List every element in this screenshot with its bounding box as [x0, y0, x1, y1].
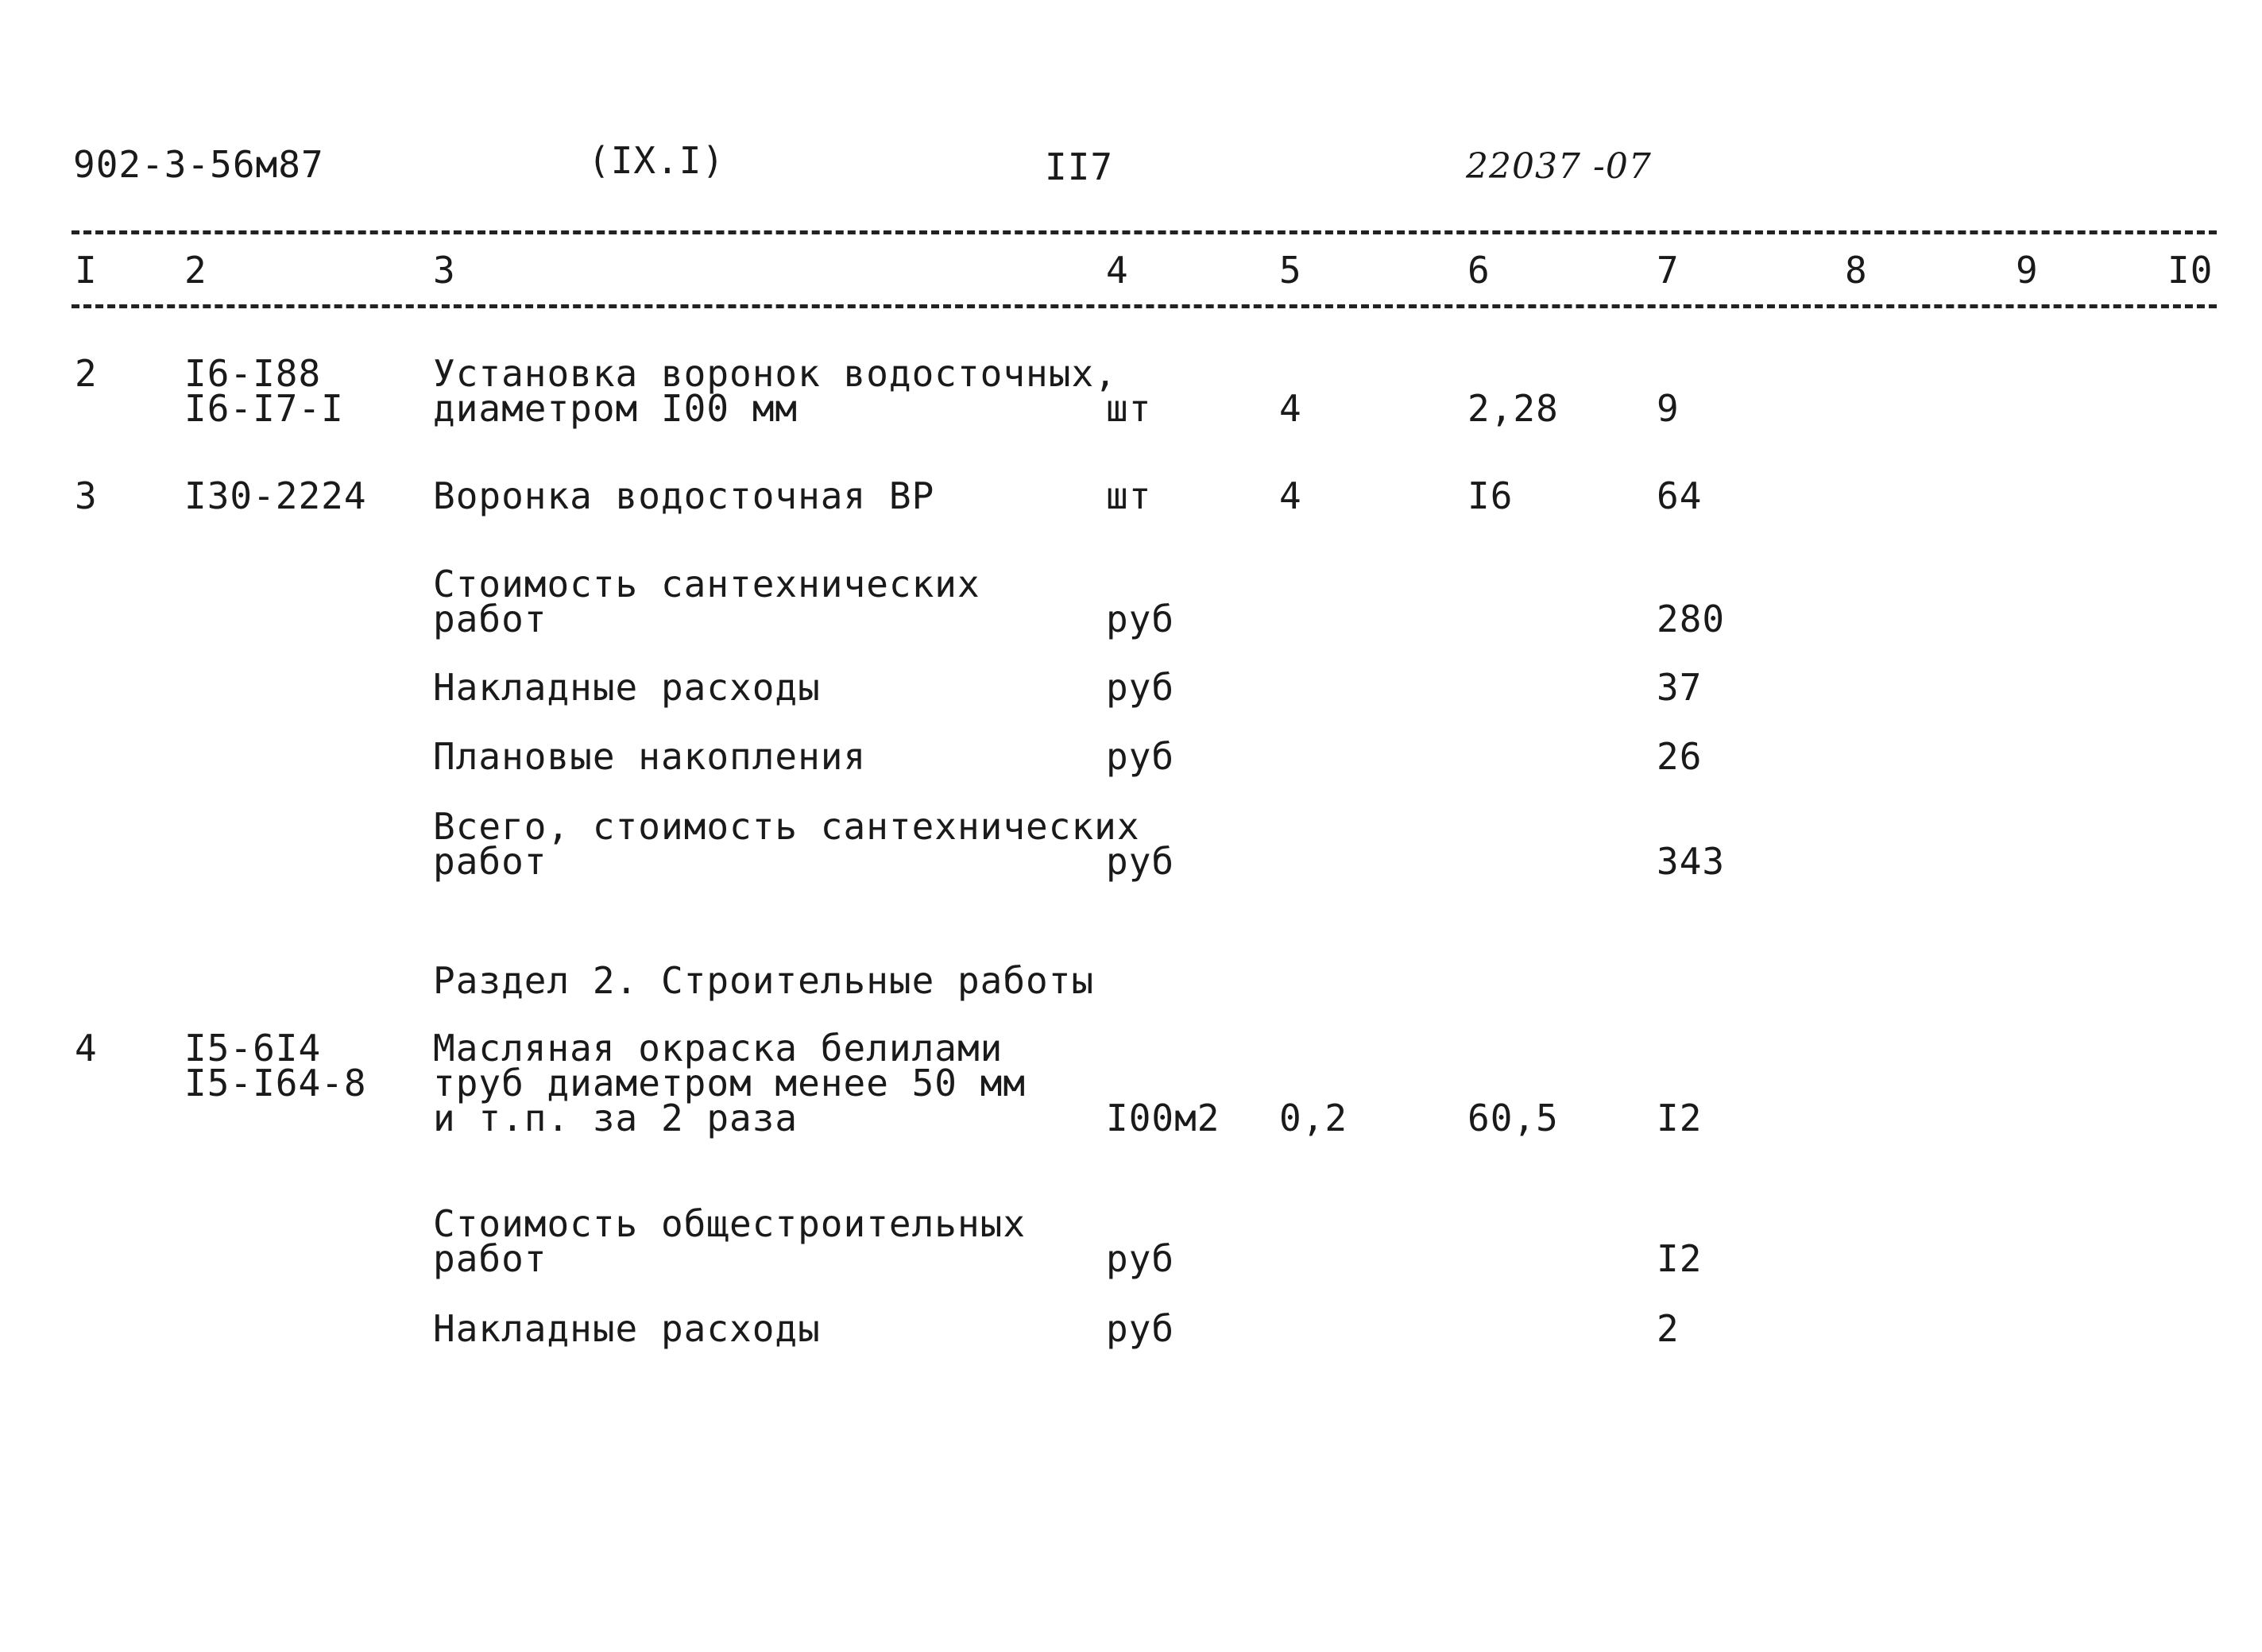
subtotal-value: 37: [1657, 666, 1703, 709]
column-header: 6: [1467, 249, 1491, 292]
unit: руб: [1106, 735, 1175, 778]
unit: шт: [1106, 474, 1152, 517]
subtotal-label: Стоимость сантехнических работ: [433, 563, 980, 640]
section-heading: Раздел 2. Строительные работы: [433, 959, 1095, 1002]
column-header: 7: [1657, 249, 1680, 292]
column-header: I0: [2167, 249, 2214, 292]
column-header: 8: [1845, 249, 1868, 292]
unit-price: 60,5: [1467, 1097, 1559, 1139]
norm-code: I30-2224: [184, 474, 367, 517]
unit: I00м2: [1106, 1097, 1220, 1139]
column-header: 5: [1279, 249, 1302, 292]
work-name: Установка воронок водосточных, диаметром I00 мм: [433, 352, 1117, 430]
quantity: 4: [1279, 474, 1302, 517]
dashed-divider-top: [72, 230, 2217, 234]
norm-code: I5-6I4 I5-I64-8: [184, 1027, 367, 1105]
column-header: 4: [1106, 249, 1129, 292]
unit-price: 2,28: [1467, 387, 1559, 430]
unit-price: I6: [1467, 474, 1514, 517]
total-cost: I2: [1657, 1097, 1703, 1139]
subtotal-label: Накладные расходы: [433, 1307, 821, 1350]
subtotal-value: 26: [1657, 735, 1703, 778]
unit: руб: [1106, 1237, 1175, 1280]
unit: руб: [1106, 1307, 1175, 1350]
page-number: II7: [1045, 145, 1114, 188]
document-code: 902-3-56м87: [73, 143, 324, 186]
total-cost: 64: [1657, 474, 1703, 517]
row-number: 4: [75, 1027, 98, 1070]
subtotal-label: Накладные расходы: [433, 666, 821, 709]
subtotal-value: 2: [1657, 1307, 1680, 1350]
quantity: 4: [1279, 387, 1302, 430]
unit: руб: [1106, 840, 1175, 883]
unit: руб: [1106, 598, 1175, 640]
dashed-divider-bottom: [72, 304, 2217, 308]
work-name: Воронка водосточная ВР: [433, 474, 935, 517]
subtotal-value: 280: [1657, 598, 1726, 640]
total-label: Всего, стоимость сантехнических работ: [433, 805, 1140, 883]
subtotal-label: Стоимость общестроительных работ: [433, 1202, 1027, 1280]
total-value: 343: [1657, 840, 1726, 883]
work-name: Масляная окраска белилами труб диаметром менее 50 мм и т.п. за 2 раза: [433, 1027, 1027, 1139]
registration-number: 22037 -07: [1466, 146, 1652, 187]
unit: шт: [1106, 387, 1152, 430]
norm-code: I6-I88 I6-I7-I: [184, 352, 344, 430]
column-header: I: [75, 249, 98, 292]
quantity: 0,2: [1279, 1097, 1348, 1139]
subtotal-value: I2: [1657, 1237, 1703, 1280]
unit: руб: [1106, 666, 1175, 709]
section-number: (IX.I): [588, 139, 725, 182]
column-header: 3: [433, 249, 456, 292]
column-header: 9: [2016, 249, 2039, 292]
subtotal-label: Плановые накопления: [433, 735, 867, 778]
row-number: 2: [75, 352, 98, 395]
row-number: 3: [75, 474, 98, 517]
column-header: 2: [184, 249, 207, 292]
total-cost: 9: [1657, 387, 1680, 430]
